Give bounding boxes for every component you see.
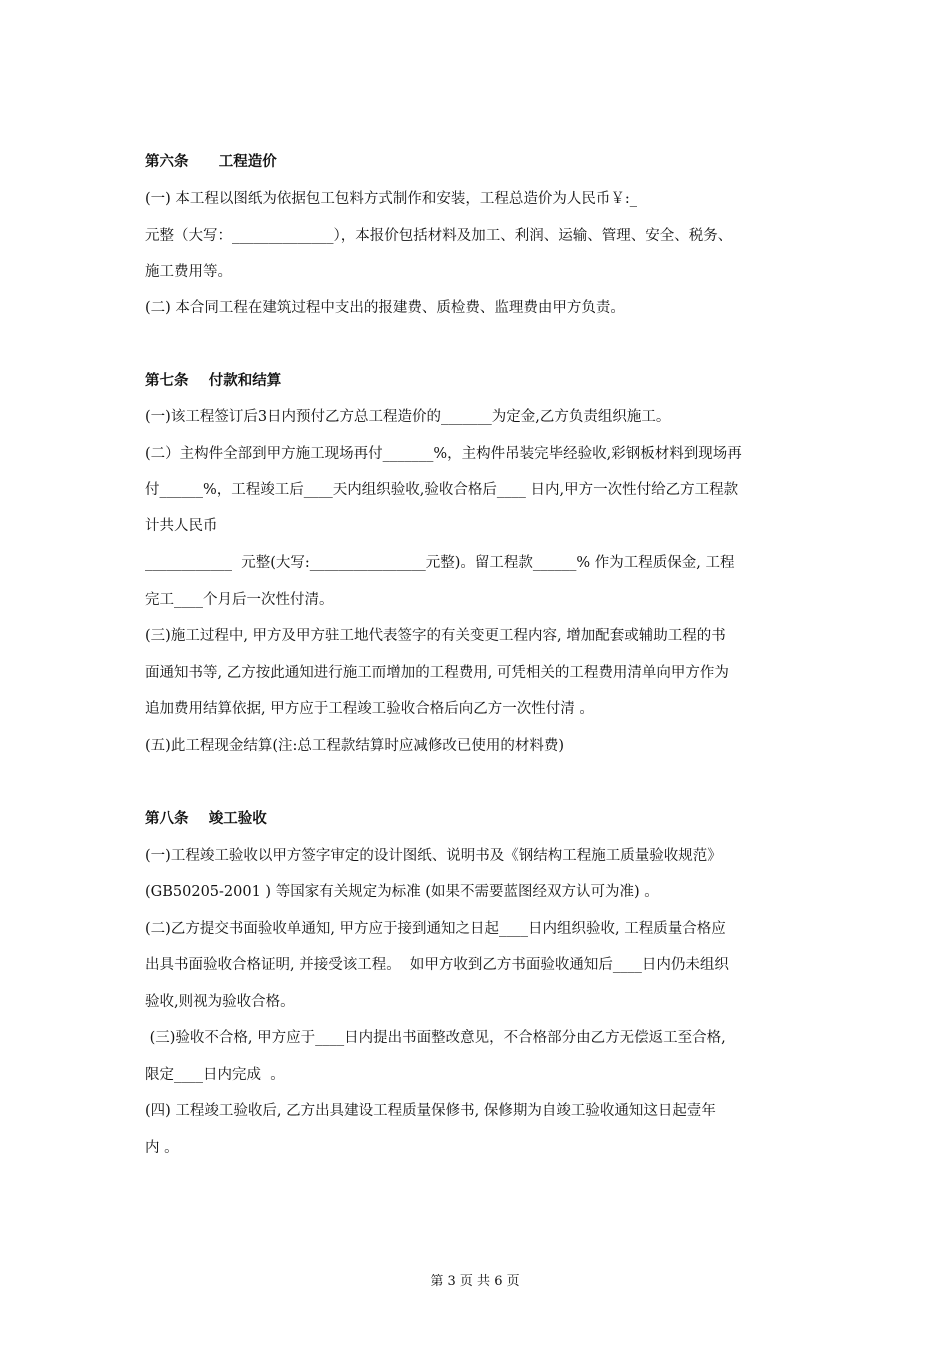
section-8-line-9: 内 。 bbox=[145, 1140, 179, 1156]
section-7-line-6: 完工____个月后一次性付清。 bbox=[145, 592, 334, 608]
section-8-line-1: (一)工程竣工验收以甲方签字审定的设计图纸、说明书及《钢结构工程施工质量验收规范》 bbox=[145, 848, 722, 864]
section-8-line-6: (三)验收不合格, 甲方应于____日内提出书面整改意见，不合格部分由乙方无偿返工至合格, bbox=[145, 1030, 726, 1046]
section-6-line-3: 施工费用等。 bbox=[145, 264, 232, 280]
section-6-line-2: 元整（大写：______________），本报价包括材料及加工、利润、运输、管理、安全、税务、 bbox=[145, 228, 733, 244]
section-7-line-8: 面通知书等, 乙方按此通知进行施工而增加的工程费用, 可凭相关的工程费用清单向甲方作为 bbox=[145, 665, 729, 681]
section-6-line-4: (二) 本合同工程在建筑过程中支出的报建费、质检费、监理费由甲方负责。 bbox=[145, 300, 625, 316]
section-7-line-1: (一)该工程签订后3日内预付乙方总工程造价的_______为定金,乙方负责组织施工。 bbox=[145, 409, 671, 425]
section-6-line-1: (一) 本工程以图纸为依据包工包料方式制作和安装，工程总造价为人民币￥:_ bbox=[145, 191, 638, 207]
page-footer: 第 3 页 共 6 页 bbox=[430, 1274, 520, 1289]
section-8-line-4: 出具书面验收合格证明, 并接受该工程。 如甲方收到乙方书面验收通知后____日内仍未组织 bbox=[145, 957, 729, 973]
section-7-line-9: 追加费用结算依据, 甲方应于工程竣工验收合格后向乙方一次性付清 。 bbox=[145, 701, 594, 717]
section-8-line-3: (二)乙方提交书面验收单通知, 甲方应于接到通知之日起____日内组织验收, 工程质量合格应 bbox=[145, 921, 726, 937]
section-7-line-3: 付______%，工程竣工后____天内组织验收,验收合格后____ 日内,甲方一次性付给乙方工程款 bbox=[145, 482, 739, 498]
section-8-line-8: (四) 工程竣工验收后, 乙方出具建设工程质量保修书, 保修期为自竣工验收通知这日起壹年 bbox=[145, 1103, 716, 1119]
section-8-heading: 第八条 竣工验收 bbox=[145, 811, 267, 827]
section-7-line-5: ____________ 元整(大写:________________元整)。留工程款______% 作为工程质保金, 工程 bbox=[145, 555, 735, 571]
section-7-line-2: (二）主构件全部到甲方施工现场再付_______%，主构件吊装完毕经验收,彩钢板材料到现场再 bbox=[145, 446, 742, 462]
section-8-line-2: (GB50205-2001 ) 等国家有关规定为标准 (如果不需要蓝图经双方认可为准) 。 bbox=[145, 884, 659, 900]
section-8-line-7: 限定____日内完成 。 bbox=[145, 1067, 285, 1083]
section-7-heading: 第七条 付款和结算 bbox=[145, 373, 282, 389]
section-8-line-5: 验收,则视为验收合格。 bbox=[145, 994, 295, 1010]
section-7-line-4: 计共人民币 bbox=[145, 518, 218, 534]
section-7-line-10: (五)此工程现金结算(注:总工程款结算时应减修改已使用的材料费) bbox=[145, 738, 565, 754]
section-7-line-7: (三)施工过程中, 甲方及甲方驻工地代表签字的有关变更工程内容, 增加配套或辅助工程的书 bbox=[145, 628, 726, 644]
section-6-heading: 第六条 工程造价 bbox=[145, 154, 277, 170]
